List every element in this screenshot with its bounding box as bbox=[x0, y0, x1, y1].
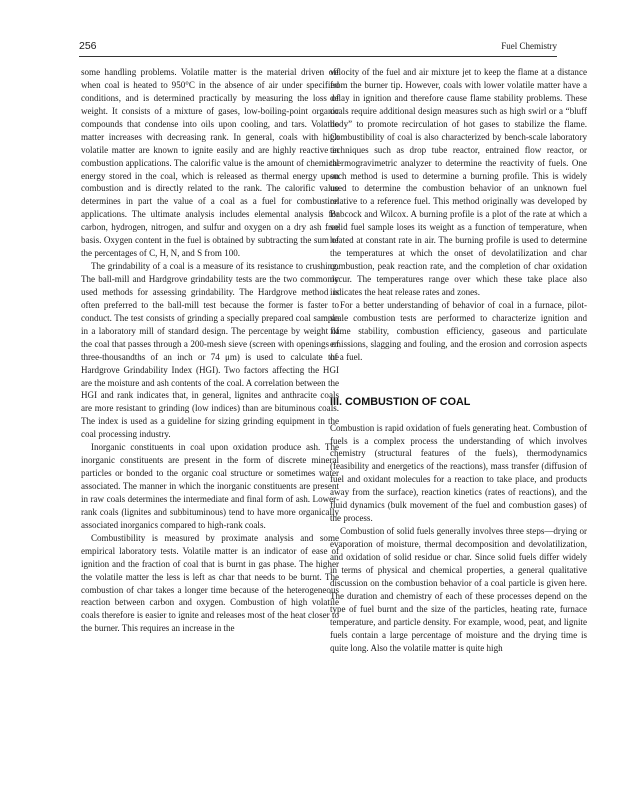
section-heading: III. COMBUSTION OF COAL bbox=[330, 395, 471, 408]
page-number: 256 bbox=[79, 40, 97, 52]
right-paragraph-2: For a better understanding of behavior of coal in a furnace, pilot-scale combustion tests are performed to characterize ignition and flame stability, combustion efficiency, gaseous and particulate emissions, slagging and fouling, and the erosion and corrosion aspects of a fuel. bbox=[330, 299, 587, 362]
page-header bbox=[79, 40, 557, 56]
left-paragraph-1: some handling problems. Volatile matter is the material driven off when coal is heated to 950°C in the absence of air under specified conditions, and is determined practically by measuring the loss of weight. It consists of a mixture of gases, low-boiling-point organic compounds that condense into oils upon cooling, and tars. Volatile matter increases with decreasing rank. In general, coals with high volatile matter are known to ignite easily and are highly reactive in combustion applications. The calorific value is the amount of chemical energy stored in the coal, which is released as thermal energy upon combustion and is directly related to the rank. The calorific value determines in part the value of a coal as a fuel for combustion applications. The ultimate analysis includes elemental analysis for carbon, hydrogen, nitrogen, and sulfur and oxygen on a dry ash free basis. Oxygen content in the fuel is obtained by subtracting the sum of the percentages of C, H, N, and S from 100. bbox=[81, 67, 339, 259]
right-paragraph-1: velocity of the fuel and air mixture jet to keep the flame at a distance from the burner tip. However, coals with lower volatile matter have a delay in ignition and therefore cause flame stability problems. These coals require additional design measures such as high swirl or a “bluff body” to promote recirculation of hot gases to stabilize the flame. Combustibility of coal is also characterized by bench-scale laboratory techniques such as drop tube reactor, entrained flow reactor, or thermogravimetric analyzer to determine the reactivity of fuels. One such method is used to determine a burning profile. This is widely used to determine the combustion behavior of an unknown fuel relative to a reference fuel. This method originally was developed by Babcock and Wilcox. A burning profile is a plot of the rate at which a solid fuel sample loses its weight as a function of temperature, when heated at constant rate in air. The burning profile is used to determine the temperatures at which the onset of devolatilization and char combustion, peak reaction rate, and the completion of char oxidation occur. The temperatures range over which these take place also indicates the heat release rates and zones. bbox=[330, 67, 587, 297]
header-rule bbox=[79, 56, 557, 57]
left-paragraph-4: Combustibility is measured by proximate analysis and some empirical laboratory tests. Volatile matter is an indicator of ease of ignition and the fraction of coal that is burnt in gas phase. The higher the volatile matter the less is left as char that needs to be burnt. The combustion of char takes a longer time because of the heterogeneous reaction between carbon and oxygen. Combustion of high volatile coals therefore is easier to ignite and releases most of the heat closer to the burner. This requires an increase in the bbox=[81, 532, 339, 634]
running-title: Fuel Chemistry bbox=[501, 41, 557, 51]
left-column bbox=[81, 66, 339, 635]
left-paragraph-3: Inorganic constituents in coal upon oxidation produce ash. The inorganic constituents are present in the form of discrete mineral particles or bonded to the organic coal structure or sometimes water associated. The manner in which the inorganic constituents are present in raw coals determines the intermediate and final form of ash. Lower-rank coals (lignites and subbituminous) tend to have more organically associated inorganics compared to high-rank coals. bbox=[81, 442, 339, 530]
right-paragraph-4: Combustion of solid fuels generally involves three steps—drying or evaporation of moisture, thermal decomposition and devolatilization, and oxidation of solid residue or char. Since solid fuels differ widely in terms of physical and chemical properties, a general qualitative discussion on the combustion behavior of a coal particle is given here. The duration and chemistry of each of these processes depend on the type of fuel burnt and the size of the particles, heating rate, furnace temperature, and particle density. For example, wood, peat, and lignite fuels contain a large percentage of moisture and the drying time is quite long. Also the volatile matter is quite high bbox=[330, 526, 587, 653]
right-column bbox=[330, 66, 587, 654]
left-paragraph-2: The grindability of a coal is a measure of its resistance to crushing. The ball-mill and Hardgrove grindability tests are the two commonly used methods for assessing grindability. The Hardgrove method is often preferred to the ball-mill test because the former is faster to conduct. The test consists of grinding a specially prepared coal sample in a laboratory mill of standard design. The percentage by weight of the coal that passes through a 200-mesh sieve (screen with openings of three-thousandths of an inch or 74 μm) is used to calculate the Hardgrove Grindability Index (HGI). Two factors affecting the HGI are the moisture and ash contents of the coal. A correlation between the HGI and rank indicates that, in general, lignites and anthracite coals are more resistant to grinding (low indices) than are bituminous coals. The index is used as a guideline for sizing grinding equipment in the coal processing industry. bbox=[81, 261, 339, 440]
right-paragraph-3: Combustion is rapid oxidation of fuels generating heat. Combustion of fuels is a complex process the understanding of which involves chemistry (structural features of the fuels), thermodynamics (feasibility and energetics of the reactions), mass transfer (diffusion of fuel and oxidant molecules for a reaction to take place, and products away from the surface), reaction kinetics (rates of reactions), and the fluid dynamics (bulk movement of the fuel and combustion gases) of the process. bbox=[330, 422, 587, 524]
